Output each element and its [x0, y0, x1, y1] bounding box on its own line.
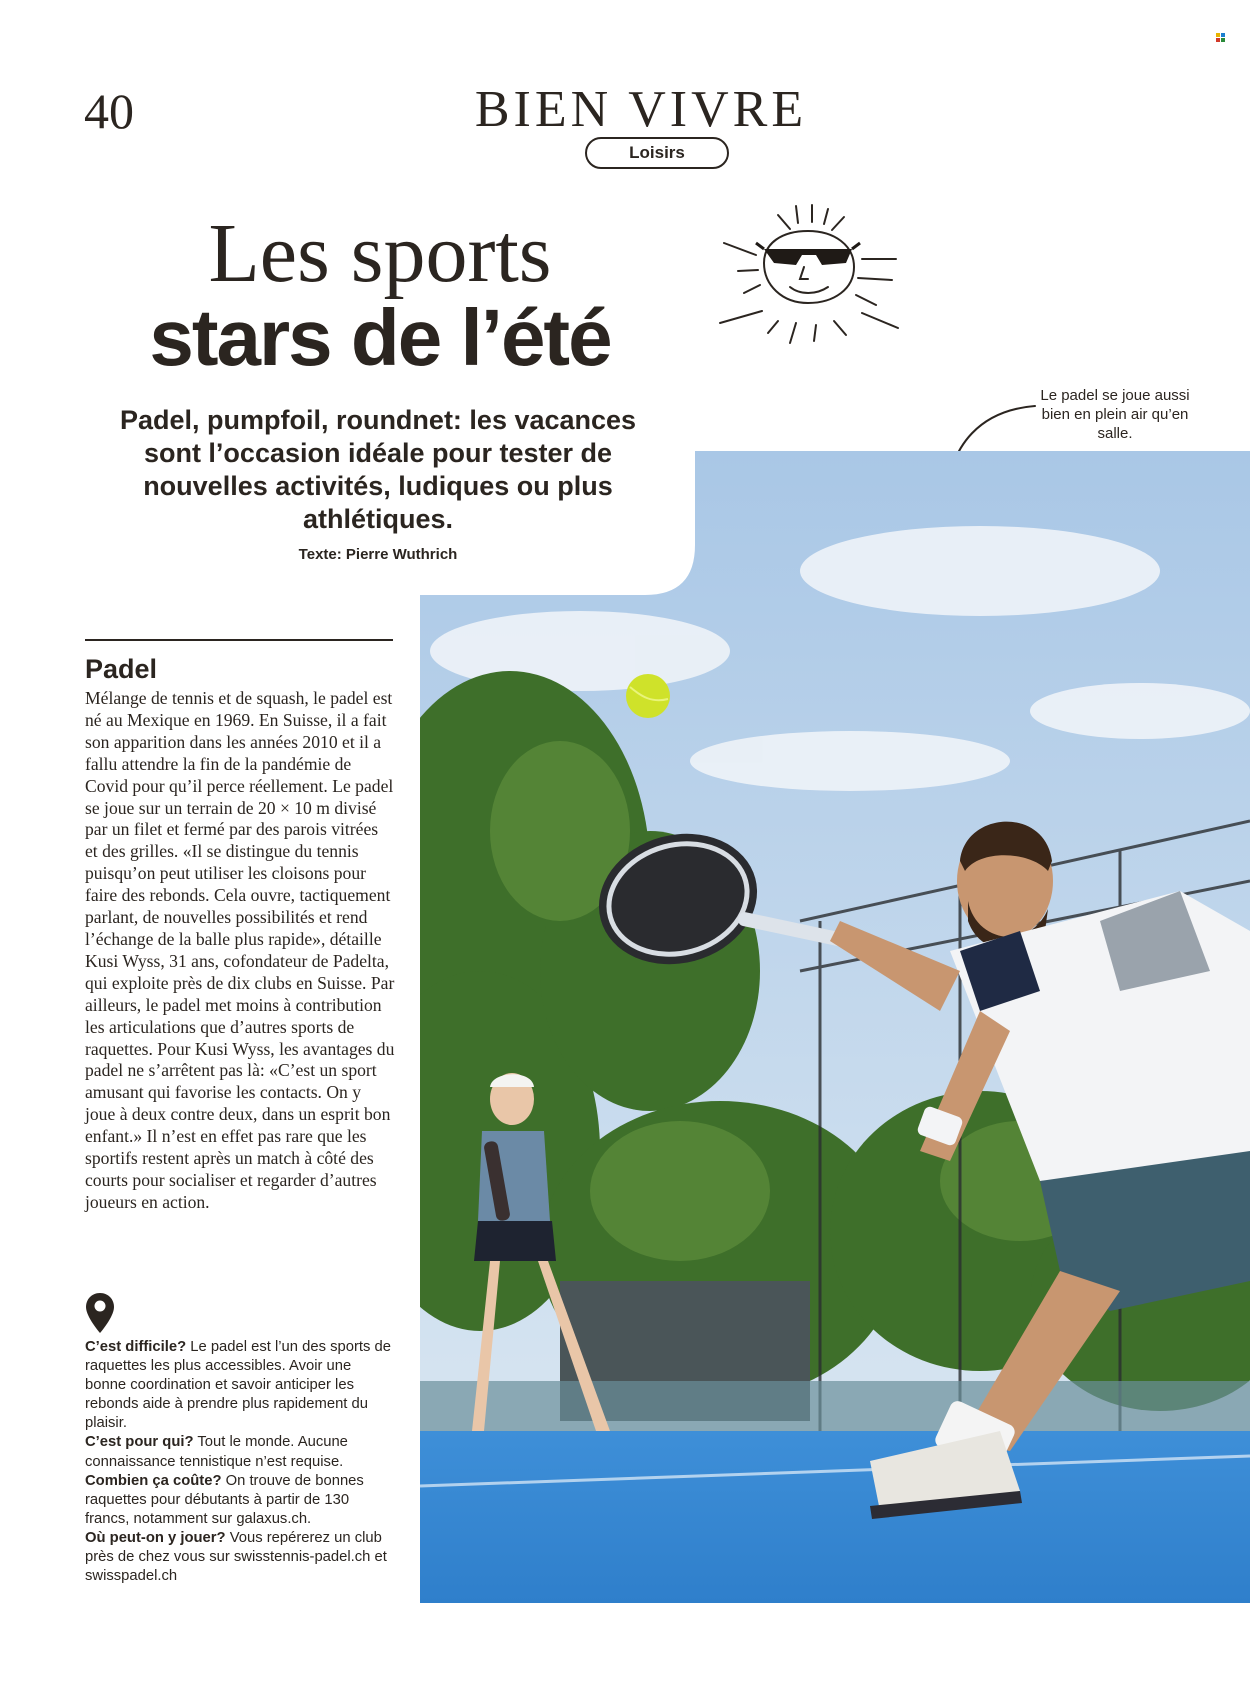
section-title: BIEN VIVRE	[474, 81, 808, 138]
sun-with-sunglasses-icon	[716, 203, 906, 373]
subsection-badge: Loisirs	[585, 137, 729, 169]
faq-item	[85, 1529, 395, 1586]
headline-line-2: stars de l’été	[149, 293, 611, 382]
padel-faq	[85, 1338, 395, 1586]
padel-heading: Padel	[85, 654, 158, 684]
faq-item	[85, 1472, 395, 1529]
padel-body-text: Mélange de tennis et de squash, le padel est né au Mexique en 1969. En Suisse, il a fait son apparition dans les années 2010 et il a fallu attendre la fin de la pandémie de Covid pour qu’il perce réellement. Le padel se joue sur un terrain de 20 × 10 m divisé par un filet et fermé par des parois vitrées et des grilles. «Il se distingue du tennis puisqu’on peut utiliser les cloisons pour faire des rebonds. Cela ouvre, tactiquement parlant, de nouvelles possibilités et rend l’échange de la balle plus rapide», détaille Kusi Wyss, 31 ans, cofondateur de Padelta, qui exploite près de dix clubs en Suisse. Par ailleurs, le padel met moins à contribution les articulations que d’autres sports de raquettes. Pour Kusi Wyss, les avantages du padel ne s’arrêtent pas là: «C’est un sport amusant qui favorise les contacts. On y joue à deux contre deux, dans un esprit bon enfant.» Il n’est en effet pas rare que les sportifs restent après un match à côté des courts pour socialiser et regarder d’autres joueurs en action.	[85, 688, 395, 1212]
faq-answer: Tout le monde. Aucune connaissance tennistique n’est requise.	[85, 1434, 348, 1470]
faq-question: Où peut-on y jouer?	[85, 1529, 226, 1546]
faq-answer: On trouve de bonnes raquettes pour débutants à partir de 130 francs, notamment sur galaxus.ch.	[85, 1472, 364, 1527]
photo-caption: Le padel se joue aussi bien en plein air qu’en salle.	[1040, 387, 1190, 442]
page-number: 40	[84, 83, 134, 139]
faq-item	[85, 1338, 395, 1433]
article-lede: Padel, pumpfoil, roundnet: les vacances sont l’occasion idéale pour tester de nouvelles activités, ludiques ou plus athlétiques.	[119, 405, 637, 534]
padel-photo	[420, 451, 1250, 1603]
faq-question: C’est pour qui?	[85, 1434, 194, 1451]
faq-answer: Vous repérerez un club près de chez vous sur swisstennis-padel.ch et swisspadel.ch	[85, 1529, 387, 1585]
faq-answer: Le padel est l’un des sports de raquettes les plus accessibles. Avoir une bonne coordination et savoir anticiper les rebonds aide à prendre plus rapidement du plaisir.	[85, 1339, 391, 1432]
faq-item	[85, 1433, 395, 1471]
byline: Texte: Pierre Wuthrich	[298, 546, 458, 563]
faq-question: C’est difficile?	[85, 1339, 187, 1355]
faq-question: Combien ça coûte?	[85, 1472, 222, 1489]
location-pin-icon	[85, 1292, 115, 1334]
headline-line-1: Les sports	[208, 207, 552, 300]
corner-mark	[1216, 33, 1226, 43]
column-rule	[85, 639, 393, 641]
